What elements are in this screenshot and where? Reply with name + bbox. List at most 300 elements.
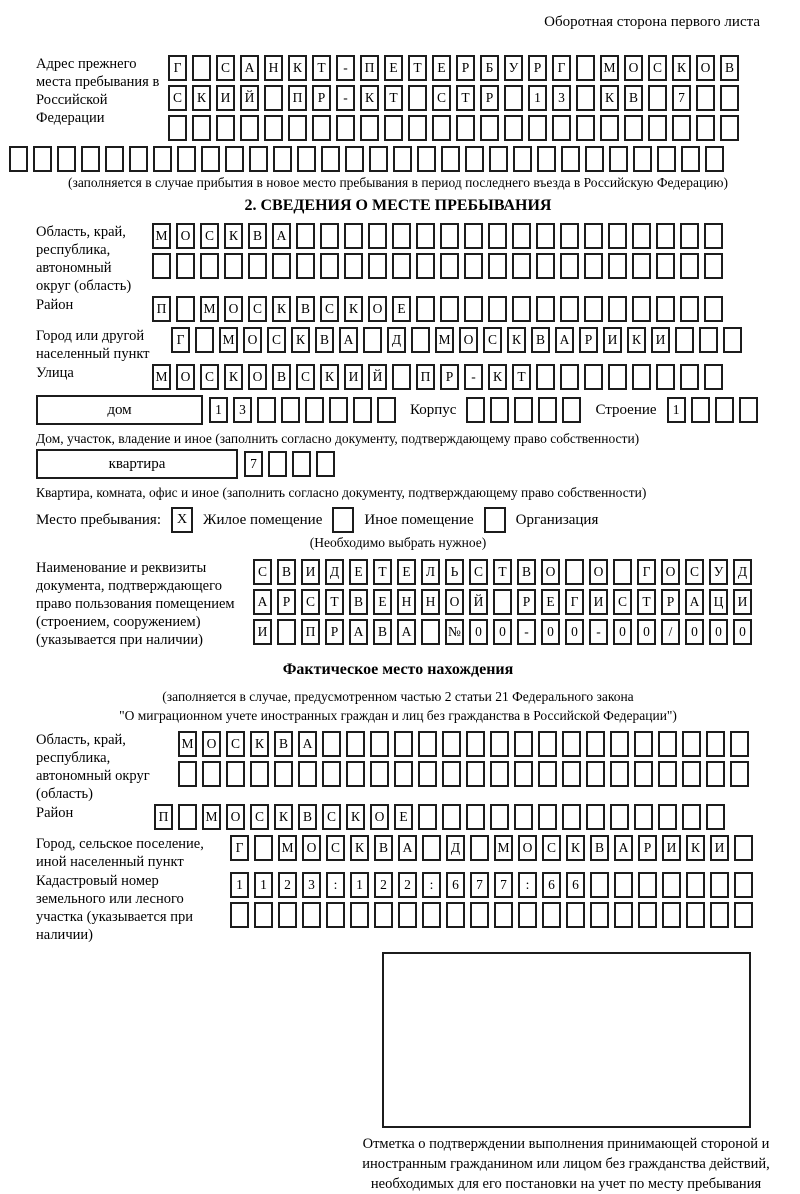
char-cell bbox=[272, 253, 291, 279]
char-cell: К bbox=[672, 55, 691, 81]
char-cell bbox=[600, 115, 619, 141]
char-cell bbox=[514, 731, 533, 757]
char-cell: Р bbox=[325, 619, 344, 645]
char-cell bbox=[442, 731, 461, 757]
char-cell: К bbox=[250, 731, 269, 757]
document-row-2 bbox=[253, 589, 760, 615]
char-cell bbox=[576, 85, 595, 111]
char-cell: Б bbox=[480, 55, 499, 81]
char-cell bbox=[614, 902, 633, 928]
char-cell: А bbox=[272, 223, 291, 249]
char-cell: 7 bbox=[494, 872, 513, 898]
region-row-2 bbox=[152, 253, 760, 279]
char-cell bbox=[562, 761, 581, 787]
char-cell bbox=[408, 85, 427, 111]
char-cell bbox=[176, 253, 195, 279]
char-cell: И bbox=[216, 85, 235, 111]
char-cell: М bbox=[200, 296, 219, 322]
char-cell bbox=[368, 223, 387, 249]
char-cell: С bbox=[226, 731, 245, 757]
char-cell: Т bbox=[312, 55, 331, 81]
char-cell: 2 bbox=[278, 872, 297, 898]
char-cell: А bbox=[398, 835, 417, 861]
char-cell bbox=[466, 804, 485, 830]
char-cell bbox=[277, 619, 296, 645]
char-cell: А bbox=[349, 619, 368, 645]
char-cell bbox=[675, 327, 694, 353]
char-cell: 1 bbox=[230, 872, 249, 898]
char-cell bbox=[105, 146, 124, 172]
char-cell bbox=[297, 146, 316, 172]
char-cell: С bbox=[685, 559, 704, 585]
char-cell bbox=[192, 115, 211, 141]
char-cell: Р bbox=[517, 589, 536, 615]
district-label: Район bbox=[36, 297, 74, 313]
organization-label: Организация bbox=[515, 511, 599, 528]
char-cell: М bbox=[202, 804, 221, 830]
char-cell: : bbox=[422, 872, 441, 898]
char-cell bbox=[691, 397, 710, 423]
char-cell bbox=[680, 296, 699, 322]
char-cell: 1 bbox=[528, 85, 547, 111]
char-cell bbox=[466, 761, 485, 787]
char-cell bbox=[586, 804, 605, 830]
char-cell: М bbox=[152, 223, 171, 249]
char-cell bbox=[514, 804, 533, 830]
char-cell bbox=[296, 223, 315, 249]
char-cell: М bbox=[494, 835, 513, 861]
char-cell: И bbox=[651, 327, 670, 353]
char-cell bbox=[610, 731, 629, 757]
char-cell: И bbox=[603, 327, 622, 353]
char-cell: - bbox=[464, 364, 483, 390]
char-cell: С bbox=[483, 327, 502, 353]
char-cell: К bbox=[627, 327, 646, 353]
char-cell bbox=[418, 761, 437, 787]
char-cell: Г bbox=[565, 589, 584, 615]
char-cell bbox=[584, 253, 603, 279]
char-cell bbox=[411, 327, 430, 353]
char-cell: Д bbox=[325, 559, 344, 585]
char-cell bbox=[705, 146, 724, 172]
char-cell bbox=[706, 804, 725, 830]
previous-address-caption: (заполняется в случае прибытия в новое место пребывания в период последнего въезда в Российскую Федерацию) bbox=[67, 175, 729, 190]
char-cell bbox=[536, 296, 555, 322]
char-cell: С bbox=[320, 296, 339, 322]
char-cell bbox=[374, 902, 393, 928]
char-cell bbox=[658, 761, 677, 787]
char-cell bbox=[634, 804, 653, 830]
char-cell bbox=[470, 902, 489, 928]
document-row-3 bbox=[253, 619, 760, 645]
actual-location-caption-2: "О миграционном учете иностранных граждан и лиц без гражданства в Российской Федерации") bbox=[119, 708, 677, 723]
char-cell bbox=[488, 296, 507, 322]
char-cell bbox=[441, 146, 460, 172]
apartment-row bbox=[36, 449, 760, 479]
char-cell: С bbox=[301, 589, 320, 615]
char-cell bbox=[566, 902, 585, 928]
char-cell bbox=[681, 146, 700, 172]
actual-region-row-1 bbox=[178, 731, 760, 757]
char-cell bbox=[408, 115, 427, 141]
char-cell bbox=[129, 146, 148, 172]
char-cell bbox=[470, 835, 489, 861]
char-cell: А bbox=[614, 835, 633, 861]
char-cell bbox=[329, 397, 348, 423]
char-cell bbox=[360, 115, 379, 141]
house-caption: Дом, участок, владение и иное (заполнить согласно документу, подтверждающему право собственности) bbox=[36, 431, 640, 446]
char-cell bbox=[632, 296, 651, 322]
char-cell: Т bbox=[408, 55, 427, 81]
document-label: Наименование и реквизиты документа, подтверждающего право пользования помещением (строением, сооружением) (указывается при наличии) bbox=[36, 560, 235, 648]
char-cell: К bbox=[600, 85, 619, 111]
char-cell bbox=[440, 296, 459, 322]
char-cell bbox=[538, 761, 557, 787]
previous-address-row-3 bbox=[168, 115, 760, 141]
char-cell bbox=[560, 364, 579, 390]
char-cell: К bbox=[291, 327, 310, 353]
char-cell: Т bbox=[325, 589, 344, 615]
previous-address-label: Адрес прежнего места пребывания в Российской Федерации bbox=[36, 56, 160, 126]
char-cell: В bbox=[374, 835, 393, 861]
char-cell bbox=[176, 296, 195, 322]
char-cell: О bbox=[696, 55, 715, 81]
char-cell: А bbox=[240, 55, 259, 81]
actual-district-row bbox=[154, 804, 725, 830]
char-cell: 0 bbox=[733, 619, 752, 645]
char-cell bbox=[216, 115, 235, 141]
char-cell: В bbox=[720, 55, 739, 81]
char-cell bbox=[416, 253, 435, 279]
document-row-1 bbox=[253, 559, 760, 585]
char-cell bbox=[634, 761, 653, 787]
confirmation-mark-area bbox=[350, 952, 782, 1194]
char-cell bbox=[613, 559, 632, 585]
char-cell: К bbox=[350, 835, 369, 861]
char-cell: - bbox=[336, 55, 355, 81]
char-cell bbox=[638, 872, 657, 898]
char-cell bbox=[662, 902, 681, 928]
char-cell bbox=[489, 146, 508, 172]
char-cell bbox=[465, 146, 484, 172]
char-cell: С bbox=[250, 804, 269, 830]
char-cell: Г bbox=[168, 55, 187, 81]
char-cell bbox=[490, 804, 509, 830]
char-cell bbox=[394, 731, 413, 757]
char-cell: Т bbox=[512, 364, 531, 390]
char-cell: С bbox=[322, 804, 341, 830]
char-cell: 0 bbox=[469, 619, 488, 645]
char-cell bbox=[292, 451, 311, 477]
char-cell bbox=[464, 296, 483, 322]
char-cell bbox=[514, 397, 533, 423]
char-cell: Й bbox=[368, 364, 387, 390]
char-cell bbox=[512, 223, 531, 249]
char-cell bbox=[624, 115, 643, 141]
char-cell bbox=[632, 364, 651, 390]
char-cell: 3 bbox=[552, 85, 571, 111]
char-cell: В bbox=[296, 296, 315, 322]
char-cell bbox=[528, 115, 547, 141]
char-cell: Р bbox=[661, 589, 680, 615]
char-cell bbox=[201, 146, 220, 172]
char-cell: С bbox=[200, 223, 219, 249]
char-cell: В bbox=[277, 559, 296, 585]
char-cell: О bbox=[541, 559, 560, 585]
confirmation-mark-box bbox=[382, 952, 751, 1128]
char-cell bbox=[542, 902, 561, 928]
char-cell: С bbox=[542, 835, 561, 861]
char-cell: 0 bbox=[493, 619, 512, 645]
korpus-label: Корпус bbox=[410, 401, 457, 418]
char-cell: С bbox=[648, 55, 667, 81]
char-cell bbox=[686, 872, 705, 898]
char-cell: О bbox=[661, 559, 680, 585]
char-cell: 3 bbox=[302, 872, 321, 898]
char-cell: П bbox=[288, 85, 307, 111]
char-cell: И bbox=[253, 619, 272, 645]
char-cell: О bbox=[368, 296, 387, 322]
char-cell bbox=[57, 146, 76, 172]
char-cell: / bbox=[661, 619, 680, 645]
residential-premises-checkbox: X bbox=[171, 507, 193, 533]
char-cell bbox=[305, 397, 324, 423]
char-cell bbox=[370, 761, 389, 787]
char-cell: Р bbox=[528, 55, 547, 81]
char-cell bbox=[493, 589, 512, 615]
char-cell: М bbox=[435, 327, 454, 353]
char-cell: - bbox=[589, 619, 608, 645]
stay-type-row bbox=[36, 507, 760, 533]
char-cell: П bbox=[152, 296, 171, 322]
actual-city-label: Город, сельское поселение, иной населенный пункт bbox=[36, 836, 204, 870]
char-cell: К bbox=[344, 296, 363, 322]
char-cell: М bbox=[219, 327, 238, 353]
char-cell bbox=[682, 804, 701, 830]
char-cell: И bbox=[733, 589, 752, 615]
char-cell bbox=[322, 731, 341, 757]
house-type-box: дом bbox=[36, 395, 203, 425]
char-cell bbox=[585, 146, 604, 172]
char-cell: В bbox=[315, 327, 334, 353]
char-cell bbox=[720, 115, 739, 141]
char-cell: И bbox=[344, 364, 363, 390]
char-cell: Р bbox=[579, 327, 598, 353]
char-cell bbox=[490, 731, 509, 757]
char-cell: В bbox=[531, 327, 550, 353]
char-cell bbox=[730, 761, 749, 787]
char-cell bbox=[696, 85, 715, 111]
apartment-caption: Квартира, комната, офис и иное (заполнить согласно документу, подтверждающему право собственности) bbox=[36, 485, 647, 500]
char-cell bbox=[316, 451, 335, 477]
char-cell: Е bbox=[394, 804, 413, 830]
char-cell: Л bbox=[421, 559, 440, 585]
char-cell: О bbox=[176, 364, 195, 390]
organization-checkbox bbox=[484, 507, 506, 533]
char-cell: А bbox=[339, 327, 358, 353]
char-cell bbox=[608, 223, 627, 249]
char-cell bbox=[584, 364, 603, 390]
char-cell: Д bbox=[446, 835, 465, 861]
char-cell bbox=[734, 902, 753, 928]
char-cell: 0 bbox=[613, 619, 632, 645]
char-cell bbox=[682, 761, 701, 787]
char-cell bbox=[33, 146, 52, 172]
char-cell: Е bbox=[384, 55, 403, 81]
char-cell bbox=[440, 223, 459, 249]
street-label: Улица bbox=[36, 365, 74, 381]
char-cell bbox=[298, 761, 317, 787]
char-cell: П bbox=[416, 364, 435, 390]
char-cell bbox=[226, 761, 245, 787]
char-cell bbox=[153, 146, 172, 172]
char-cell bbox=[368, 253, 387, 279]
char-cell: К bbox=[686, 835, 705, 861]
char-cell bbox=[634, 731, 653, 757]
char-cell bbox=[422, 835, 441, 861]
char-cell bbox=[464, 223, 483, 249]
previous-address-row-4 bbox=[9, 146, 760, 172]
char-cell bbox=[394, 761, 413, 787]
char-cell bbox=[268, 451, 287, 477]
char-cell bbox=[302, 902, 321, 928]
char-cell: 7 bbox=[244, 451, 263, 477]
char-cell bbox=[281, 397, 300, 423]
char-cell bbox=[686, 902, 705, 928]
actual-location-captions bbox=[36, 687, 760, 725]
char-cell: - bbox=[517, 619, 536, 645]
actual-region-label: Область, край, республика, автономный округ (область) bbox=[36, 732, 150, 802]
char-cell bbox=[322, 761, 341, 787]
char-cell: 6 bbox=[446, 872, 465, 898]
char-cell: Г bbox=[171, 327, 190, 353]
char-cell: А bbox=[298, 731, 317, 757]
char-cell bbox=[565, 559, 584, 585]
cadastre-label: Кадастровый номер земельного или лесного участка (указывается при наличии) bbox=[36, 873, 193, 943]
char-cell: О bbox=[459, 327, 478, 353]
char-cell: В bbox=[298, 804, 317, 830]
char-cell: Г bbox=[230, 835, 249, 861]
char-cell bbox=[254, 902, 273, 928]
char-cell: 7 bbox=[672, 85, 691, 111]
section2-title: 2. СВЕДЕНИЯ О МЕСТЕ ПРЕБЫВАНИЯ bbox=[244, 197, 552, 214]
char-cell: К bbox=[224, 223, 243, 249]
char-cell: 0 bbox=[637, 619, 656, 645]
char-cell bbox=[296, 253, 315, 279]
stay-type-label: Место пребывания: bbox=[36, 511, 161, 528]
char-cell bbox=[537, 146, 556, 172]
char-cell bbox=[608, 296, 627, 322]
char-cell: И bbox=[662, 835, 681, 861]
char-cell bbox=[657, 146, 676, 172]
char-cell: 1 bbox=[254, 872, 273, 898]
char-cell bbox=[393, 146, 412, 172]
apartment-number-cells bbox=[244, 451, 335, 477]
char-cell bbox=[739, 397, 758, 423]
char-cell: Д bbox=[387, 327, 406, 353]
char-cell bbox=[257, 397, 276, 423]
char-cell bbox=[586, 761, 605, 787]
char-cell bbox=[723, 327, 742, 353]
residential-premises-label: Жилое помещение bbox=[203, 511, 323, 528]
char-cell bbox=[417, 146, 436, 172]
char-cell bbox=[562, 397, 581, 423]
char-cell: В bbox=[590, 835, 609, 861]
char-cell bbox=[384, 115, 403, 141]
char-cell bbox=[730, 731, 749, 757]
char-cell: 0 bbox=[565, 619, 584, 645]
char-cell: Р bbox=[638, 835, 657, 861]
char-cell bbox=[504, 115, 523, 141]
char-cell: К bbox=[360, 85, 379, 111]
char-cell: И bbox=[301, 559, 320, 585]
region-row-1 bbox=[152, 223, 760, 249]
char-cell: О bbox=[370, 804, 389, 830]
char-cell: С bbox=[613, 589, 632, 615]
char-cell bbox=[254, 835, 273, 861]
actual-location-caption-1: (заполняется в случае, предусмотренном частью 2 статьи 21 Федерального закона bbox=[162, 689, 634, 704]
char-cell: О bbox=[243, 327, 262, 353]
city-label: Город или другой населенный пункт bbox=[36, 328, 150, 362]
char-cell: 1 bbox=[350, 872, 369, 898]
char-cell: Н bbox=[421, 589, 440, 615]
char-cell bbox=[561, 146, 580, 172]
char-cell bbox=[608, 364, 627, 390]
char-cell bbox=[178, 804, 197, 830]
char-cell bbox=[538, 397, 557, 423]
char-cell bbox=[421, 619, 440, 645]
char-cell bbox=[264, 85, 283, 111]
char-cell: Е bbox=[432, 55, 451, 81]
char-cell: М bbox=[178, 731, 197, 757]
char-cell bbox=[576, 115, 595, 141]
char-cell bbox=[440, 253, 459, 279]
char-cell bbox=[264, 115, 283, 141]
char-cell: С bbox=[253, 559, 272, 585]
char-cell: Ь bbox=[445, 559, 464, 585]
char-cell bbox=[682, 731, 701, 757]
char-cell bbox=[369, 146, 388, 172]
char-cell: О bbox=[248, 364, 267, 390]
char-cell bbox=[200, 253, 219, 279]
char-cell bbox=[192, 55, 211, 81]
char-cell: Н bbox=[397, 589, 416, 615]
char-cell: О bbox=[176, 223, 195, 249]
char-cell bbox=[202, 761, 221, 787]
char-cell bbox=[633, 146, 652, 172]
char-cell bbox=[466, 731, 485, 757]
char-cell: П bbox=[301, 619, 320, 645]
char-cell bbox=[273, 146, 292, 172]
char-cell bbox=[656, 253, 675, 279]
char-cell bbox=[250, 761, 269, 787]
char-cell: О bbox=[226, 804, 245, 830]
char-cell bbox=[560, 223, 579, 249]
char-cell: И bbox=[589, 589, 608, 615]
char-cell: Т bbox=[493, 559, 512, 585]
char-cell: В bbox=[373, 619, 392, 645]
char-cell bbox=[392, 364, 411, 390]
char-cell bbox=[609, 146, 628, 172]
char-cell bbox=[326, 902, 345, 928]
char-cell bbox=[353, 397, 372, 423]
char-cell: С bbox=[200, 364, 219, 390]
char-cell bbox=[610, 804, 629, 830]
char-cell: С bbox=[326, 835, 345, 861]
other-premises-checkbox bbox=[332, 507, 354, 533]
char-cell bbox=[336, 115, 355, 141]
char-cell bbox=[638, 902, 657, 928]
